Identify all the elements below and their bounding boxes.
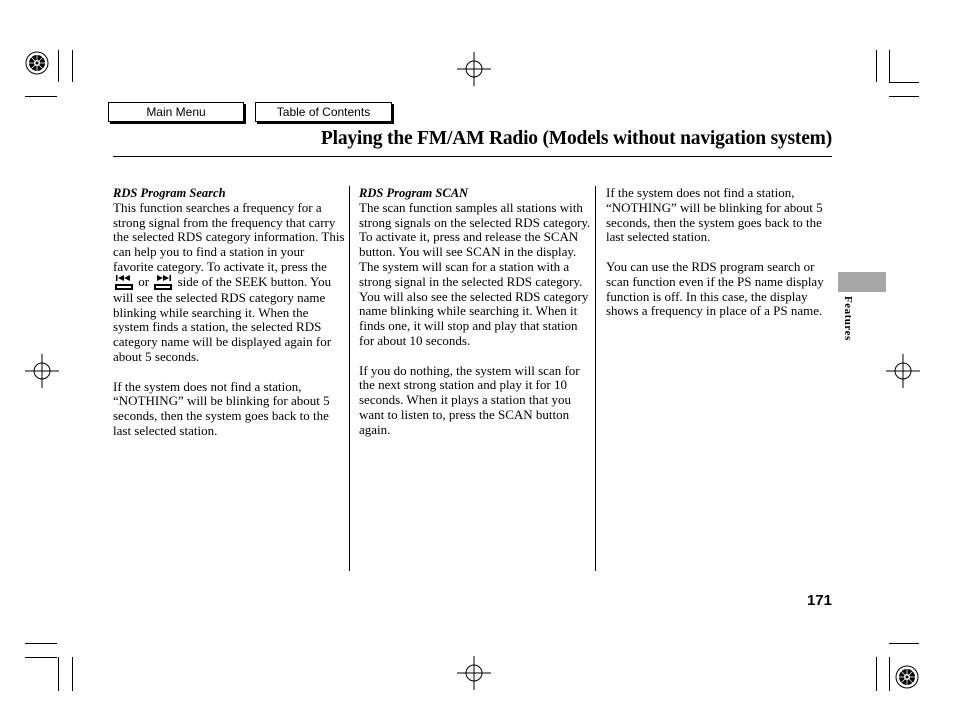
crosshair-icon bbox=[457, 656, 491, 690]
paragraph: If the system does not find a station, “NOTHING” will be blinking for about 5 seconds, then the system goes back to the last selected station. bbox=[606, 185, 823, 245]
paragraph-text: This function searches a frequency for a strong signal from the frequency that carry the selected RDS category information. This can help you to find a station in your favorite category. To activate it, press the bbox=[113, 199, 345, 274]
paragraph-text: or bbox=[138, 273, 150, 289]
page-title: Playing the FM/AM Radio (Models without navigation system) bbox=[320, 128, 832, 149]
main-menu-button[interactable]: Main Menu bbox=[108, 102, 244, 122]
column-divider bbox=[595, 186, 596, 571]
column-3 bbox=[606, 186, 836, 334]
registration-mark-icon bbox=[24, 50, 50, 76]
section-tab bbox=[838, 272, 886, 292]
paragraph: You can use the RDS program search or scan function even if the PS name display function is off. In this case, the display shows a frequency in place of a PS name. bbox=[606, 258, 824, 319]
crosshair-icon bbox=[457, 52, 491, 86]
column-1 bbox=[113, 186, 345, 454]
section-heading-rds-search: RDS Program Search bbox=[113, 186, 226, 200]
crosshair-icon bbox=[25, 354, 59, 388]
paragraph: If the system does not find a station, “NOTHING” will be blinking for about 5 seconds, then the system goes back to the last selected station. bbox=[113, 378, 330, 438]
registration-mark-icon bbox=[894, 664, 920, 690]
title-rule bbox=[113, 156, 832, 157]
table-of-contents-button[interactable]: Table of Contents bbox=[255, 102, 392, 122]
paragraph-text: side of the SEEK button. You will see the selected RDS category name blinking while searching it. When the system finds a station, the selected RDS category name will be displayed again for about 5 seconds. bbox=[113, 273, 332, 364]
column-divider bbox=[349, 186, 350, 571]
page-number: 171 bbox=[806, 592, 832, 609]
seek-down-icon bbox=[115, 275, 133, 291]
paragraph bbox=[113, 201, 345, 365]
crosshair-icon bbox=[886, 354, 920, 388]
column-2 bbox=[359, 186, 591, 452]
section-heading-rds-scan: RDS Program SCAN bbox=[359, 186, 469, 200]
paragraph: The scan function samples all stations with strong signals on the selected RDS category. To activate it, press and release the SCAN button. You will see SCAN in the display. The system will scan for a station with a strong signal in the selected RDS category. You will also see the selected RDS category name blinking while searching it. When it finds one, it will stop and play that station for about 10 seconds. bbox=[359, 199, 591, 348]
paragraph: If you do nothing, the system will scan for the next strong station and play it for 10 seconds. When it plays a station that you want to listen to, press the SCAN button again. bbox=[359, 362, 580, 437]
section-tab-label: Features bbox=[842, 296, 854, 341]
seek-up-icon bbox=[154, 275, 172, 291]
